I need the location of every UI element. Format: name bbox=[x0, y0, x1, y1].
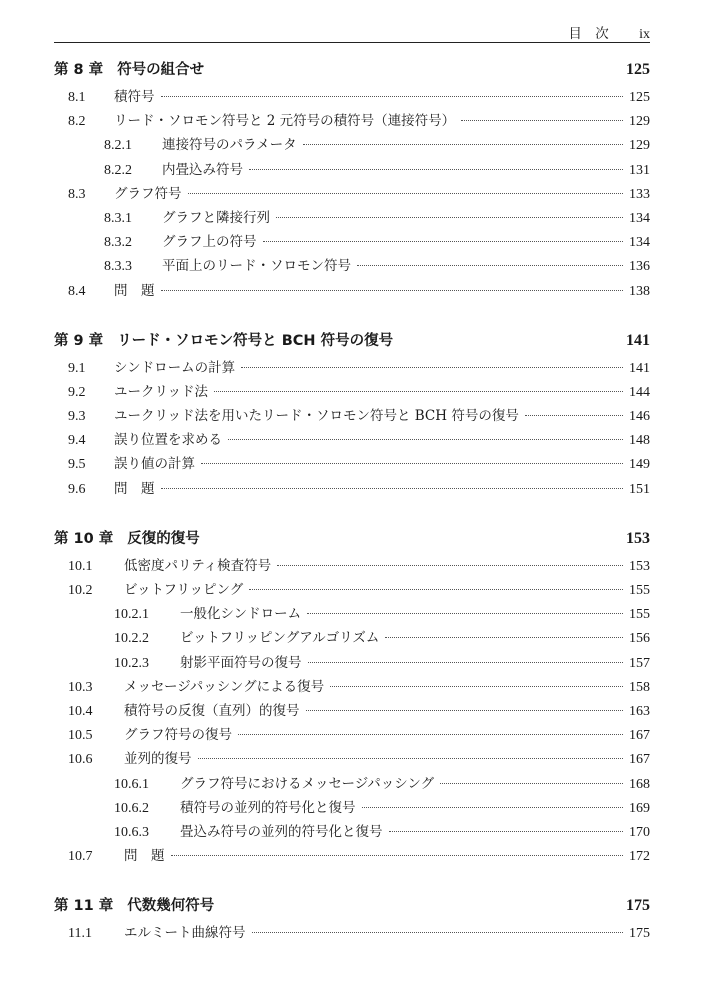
section-number: 10.6.3 bbox=[114, 824, 149, 840]
section-title: 積符号 bbox=[114, 89, 155, 105]
section-title: エルミート曲線符号 bbox=[124, 925, 246, 942]
section-number: 8.3.1 bbox=[104, 210, 132, 226]
dot-leader bbox=[263, 241, 624, 242]
section-title: グラフ上の符号 bbox=[162, 234, 257, 251]
table-of-contents bbox=[54, 58, 650, 945]
section-number: 10.6.1 bbox=[114, 776, 149, 792]
dot-leader bbox=[306, 710, 624, 711]
section-page: 129 bbox=[629, 114, 650, 130]
dot-leader bbox=[161, 290, 624, 291]
section-page: 175 bbox=[629, 926, 650, 942]
dot-leader bbox=[330, 686, 623, 687]
toc-entry[interactable] bbox=[54, 602, 650, 626]
section-page: 170 bbox=[629, 824, 650, 840]
dot-leader bbox=[303, 144, 623, 145]
chapter-page: 153 bbox=[626, 529, 650, 547]
section-page: 158 bbox=[629, 679, 650, 695]
section-number: 10.6.2 bbox=[114, 800, 149, 816]
section-page: 129 bbox=[629, 138, 650, 154]
dot-leader bbox=[385, 637, 623, 638]
chapter-page: 175 bbox=[626, 897, 650, 915]
section-number: 8.2 bbox=[68, 114, 86, 130]
section-title: リード・ソロモン符号と 2 元符号の積符号（連接符号） bbox=[114, 113, 456, 130]
section-title: グラフ符号におけるメッセージパッシング bbox=[180, 775, 435, 792]
toc-entry[interactable] bbox=[54, 356, 650, 380]
toc-entry[interactable] bbox=[54, 452, 650, 476]
section-number: 8.3.3 bbox=[104, 259, 132, 275]
dot-leader bbox=[214, 391, 623, 392]
section-page: 134 bbox=[629, 210, 650, 226]
section-page: 146 bbox=[629, 409, 650, 425]
toc-entry[interactable] bbox=[54, 820, 650, 844]
toc-entry[interactable] bbox=[54, 109, 650, 133]
dot-leader bbox=[440, 783, 623, 784]
section-number: 8.2.2 bbox=[104, 162, 132, 178]
section-title: 射影平面符号の復号 bbox=[180, 654, 302, 671]
section-number: 8.2.1 bbox=[104, 138, 132, 154]
toc-entry[interactable] bbox=[54, 206, 650, 230]
section-title: 積符号の並列的符号化と復号 bbox=[180, 799, 356, 816]
running-header bbox=[54, 20, 650, 43]
dot-leader bbox=[308, 662, 624, 663]
section-page: 169 bbox=[629, 800, 650, 816]
dot-leader bbox=[362, 807, 624, 808]
section-number: 8.4 bbox=[68, 283, 86, 299]
chapter-label: 第 11 章 bbox=[54, 898, 114, 915]
toc-entry[interactable] bbox=[54, 626, 650, 650]
toc-entry[interactable] bbox=[54, 279, 650, 303]
dot-leader bbox=[198, 758, 624, 759]
section-number: 8.3.2 bbox=[104, 235, 132, 251]
chapter-page: 141 bbox=[626, 331, 650, 349]
section-page: 163 bbox=[629, 703, 650, 719]
section-page: 149 bbox=[629, 457, 650, 473]
section-number: 10.2.3 bbox=[114, 655, 149, 671]
section-title: 一般化シンドローム bbox=[180, 606, 302, 623]
toc-entry[interactable] bbox=[54, 133, 650, 157]
dot-leader bbox=[525, 415, 623, 416]
chapter-heading[interactable] bbox=[54, 894, 650, 921]
section-number: 9.3 bbox=[68, 409, 86, 425]
dot-leader bbox=[171, 855, 624, 856]
section-title: 低密度パリティ検査符号 bbox=[124, 557, 272, 574]
chapter-title: 符号の組合せ bbox=[117, 62, 205, 78]
section-page: 167 bbox=[629, 728, 650, 744]
dot-leader bbox=[161, 96, 624, 97]
toc-entry[interactable] bbox=[54, 404, 650, 428]
running-header-title: 目 次 bbox=[568, 26, 609, 42]
section-title: 誤り位置を求める bbox=[114, 432, 222, 449]
section-number: 10.2.2 bbox=[114, 631, 149, 647]
section-title: グラフ符号の復号 bbox=[124, 727, 232, 744]
dot-leader bbox=[276, 217, 623, 218]
section-page: 153 bbox=[629, 558, 650, 574]
chapter-8 bbox=[54, 58, 650, 303]
chapter-title: リード・ソロモン符号と BCH 符号の復号 bbox=[117, 332, 394, 349]
section-page: 155 bbox=[629, 607, 650, 623]
dot-leader bbox=[307, 613, 623, 614]
section-number: 9.1 bbox=[68, 360, 86, 376]
toc-entry[interactable] bbox=[54, 85, 650, 109]
running-header-text bbox=[550, 22, 650, 43]
toc-entry[interactable] bbox=[54, 699, 650, 723]
section-title: 畳込み符号の並列的符号化と復号 bbox=[180, 823, 383, 840]
section-number: 10.6 bbox=[68, 752, 93, 768]
dot-leader bbox=[241, 367, 623, 368]
section-page: 134 bbox=[629, 235, 650, 251]
section-page: 156 bbox=[629, 631, 650, 647]
chapter-page: 125 bbox=[626, 61, 650, 78]
chapter-title: 代数幾何符号 bbox=[127, 898, 215, 915]
chapter-10 bbox=[54, 527, 650, 868]
toc-entry[interactable] bbox=[54, 723, 650, 747]
toc-entry[interactable] bbox=[54, 477, 650, 501]
section-title: グラフと隣接行列 bbox=[162, 209, 270, 226]
dot-leader bbox=[249, 169, 623, 170]
section-title: 誤り値の計算 bbox=[114, 456, 195, 473]
toc-entry[interactable] bbox=[54, 651, 650, 675]
section-title: 問 題 bbox=[114, 282, 155, 299]
toc-entry[interactable] bbox=[54, 428, 650, 452]
section-number: 9.4 bbox=[68, 433, 86, 449]
toc-entry[interactable] bbox=[54, 844, 650, 868]
section-title: 積符号の反復（直列）的復号 bbox=[124, 702, 300, 719]
chapter-label: 第 8 章 bbox=[54, 62, 104, 78]
section-number: 10.2 bbox=[68, 583, 93, 598]
section-page: 131 bbox=[629, 162, 650, 178]
toc-entry[interactable] bbox=[54, 796, 650, 820]
dot-leader bbox=[188, 193, 624, 194]
toc-entry[interactable] bbox=[54, 230, 650, 254]
section-page: 172 bbox=[629, 849, 650, 865]
section-page: 141 bbox=[629, 360, 650, 376]
section-page: 125 bbox=[629, 90, 650, 105]
section-number: 9.5 bbox=[68, 457, 86, 473]
section-title: 平面上のリード・ソロモン符号 bbox=[162, 258, 351, 275]
toc-entry[interactable] bbox=[54, 254, 650, 278]
section-page: 168 bbox=[629, 776, 650, 792]
chapter-title: 反復的復号 bbox=[127, 530, 200, 547]
section-page: 167 bbox=[629, 752, 650, 768]
section-number: 10.7 bbox=[68, 849, 93, 865]
section-page: 136 bbox=[629, 259, 650, 275]
section-page: 157 bbox=[629, 655, 650, 671]
dot-leader bbox=[201, 463, 623, 464]
toc-entry[interactable] bbox=[54, 158, 650, 182]
chapter-heading[interactable] bbox=[54, 329, 650, 356]
toc-entry[interactable] bbox=[54, 921, 650, 945]
section-page: 144 bbox=[629, 384, 650, 400]
section-title: 連接符号のパラメータ bbox=[162, 137, 297, 154]
dot-leader bbox=[277, 565, 623, 566]
chapter-heading[interactable] bbox=[54, 58, 650, 85]
section-number: 11.1 bbox=[68, 926, 92, 942]
dot-leader bbox=[357, 265, 623, 266]
section-number: 10.4 bbox=[68, 703, 93, 719]
chapter-9 bbox=[54, 329, 650, 501]
section-page: 151 bbox=[629, 481, 650, 497]
toc-entry[interactable] bbox=[54, 380, 650, 404]
dot-leader bbox=[252, 932, 624, 933]
chapter-11 bbox=[54, 894, 650, 945]
toc-entry[interactable] bbox=[54, 554, 650, 578]
dot-leader bbox=[228, 439, 623, 440]
dot-leader bbox=[389, 831, 624, 832]
toc-entry[interactable] bbox=[54, 675, 650, 699]
section-title: グラフ符号 bbox=[114, 185, 182, 202]
section-title: ユークリッド法 bbox=[114, 383, 208, 400]
section-title: ユークリッド法を用いたリード・ソロモン符号と BCH 符号の復号 bbox=[114, 408, 519, 425]
section-title: シンドロームの計算 bbox=[114, 359, 236, 376]
toc-entry[interactable] bbox=[54, 747, 650, 771]
section-number: 9.6 bbox=[68, 481, 86, 497]
section-number: 10.1 bbox=[68, 558, 93, 574]
section-number: 8.3 bbox=[68, 186, 86, 202]
section-title: 問 題 bbox=[124, 848, 165, 865]
section-title: ビットフリッピングアルゴリズム bbox=[180, 630, 380, 647]
section-number: 10.3 bbox=[68, 679, 93, 695]
section-title: 並列的復号 bbox=[124, 751, 192, 768]
section-title: 問 題 bbox=[114, 480, 155, 497]
section-page: 148 bbox=[629, 433, 650, 449]
section-title: ビットフリッピング bbox=[124, 582, 244, 598]
section-page: 155 bbox=[629, 583, 650, 598]
section-number: 8.1 bbox=[68, 90, 86, 105]
section-number: 10.5 bbox=[68, 728, 93, 744]
chapter-label: 第 9 章 bbox=[54, 332, 104, 349]
toc-entry[interactable] bbox=[54, 578, 650, 602]
dot-leader bbox=[161, 488, 624, 489]
dot-leader bbox=[238, 734, 623, 735]
section-title: 内畳込み符号 bbox=[162, 161, 243, 178]
section-page: 138 bbox=[629, 283, 650, 299]
section-title: メッセージパッシングによる復号 bbox=[124, 678, 325, 695]
dot-leader bbox=[249, 589, 623, 590]
section-number: 10.2.1 bbox=[114, 607, 149, 623]
section-page: 133 bbox=[629, 186, 650, 202]
toc-entry[interactable] bbox=[54, 772, 650, 796]
running-header-page: ix bbox=[639, 27, 650, 42]
chapter-label: 第 10 章 bbox=[54, 530, 114, 547]
dot-leader bbox=[461, 120, 623, 121]
toc-entry[interactable] bbox=[54, 182, 650, 206]
chapter-heading[interactable] bbox=[54, 527, 650, 554]
section-number: 9.2 bbox=[68, 384, 86, 400]
